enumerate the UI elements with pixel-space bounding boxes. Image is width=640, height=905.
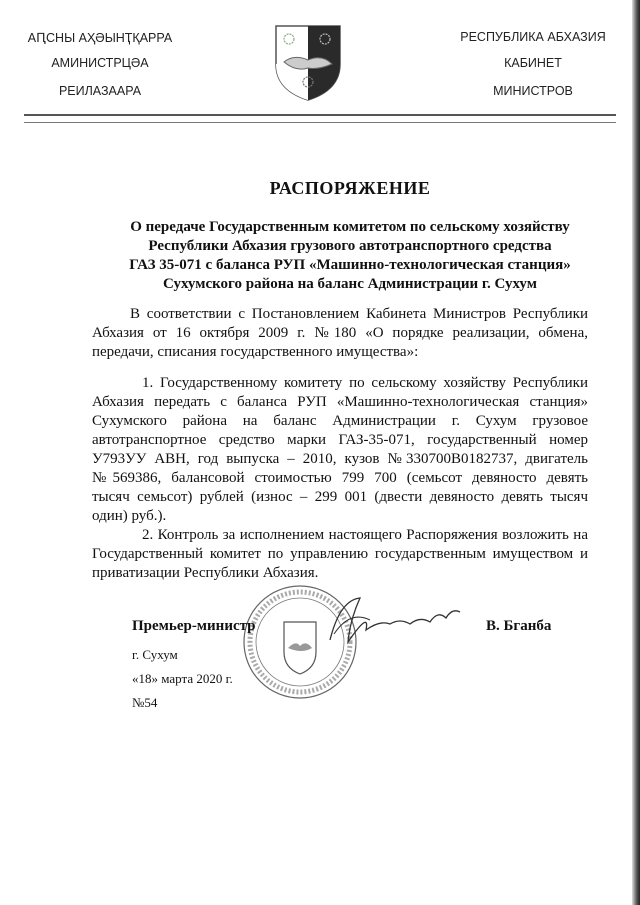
- item1-line: автотранспортное средство марки ГАЗ-35-071, государственный номер: [92, 432, 588, 448]
- item1-line: №569386, балансовой стоимостью 799 700 (семьсот девяносто девять: [92, 470, 588, 486]
- signatory-name: В. Бганба: [486, 618, 552, 634]
- issue-city: г. Сухум: [132, 647, 178, 662]
- issue-date: «18» марта 2020 г.: [132, 671, 233, 686]
- item1-line: У793УУ АВН, год выпуска – 2010, кузов №330700В0182737, двигатель: [92, 451, 588, 467]
- header-right-line-2: КАБИНЕТ: [504, 56, 562, 70]
- scan-edge: [632, 0, 640, 905]
- preamble-line: В соответствии с Постановлением Кабинета Министров Республики: [130, 306, 588, 322]
- subtitle-line: Республики Абхазия грузового автотранспортного средства: [148, 238, 552, 254]
- subtitle-line: Сухумского района на баланс Администрации г. Сухум: [163, 276, 537, 292]
- header-right-line-3: МИНИСТРОВ: [493, 84, 573, 98]
- document-number: №54: [132, 695, 158, 710]
- item1-line: один) руб.).: [92, 508, 167, 524]
- header-left-line-1: АԤСНЫ АҲӘЫНҬҚАРРА: [27, 31, 173, 45]
- coat-of-arms-icon: [274, 24, 342, 102]
- preamble-line: передачи, списания государственного имущества»:: [92, 344, 419, 360]
- item1-line: 1. Государственному комитету по сельскому хозяйству Республики: [142, 375, 588, 391]
- preamble-line: Абхазия от 16 октября 2009 г. №180 «О порядке реализации, обмена,: [92, 325, 588, 341]
- subtitle-line: О передаче Государственным комитетом по сельскому хозяйству: [130, 219, 570, 235]
- subtitle-line: ГАЗ 35-071 с баланса РУП «Машинно-технологическая станция»: [129, 257, 571, 273]
- signatory-position: Премьер-министр: [132, 618, 256, 634]
- header-divider: [24, 114, 616, 123]
- header-right-line-1: РЕСПУБЛИКА АБХАЗИЯ: [460, 30, 606, 44]
- header-left-line-2: АМИНИСТРЦӘА: [51, 56, 149, 70]
- item2-line: 2. Контроль за исполнением настоящего Распоряжения возложить на: [142, 527, 588, 543]
- item1-line: тысяч семьсот) рублей (износ – 299 001 (двести девяносто девять тысяч: [92, 489, 588, 505]
- item1-line: Абхазия передать с баланса РУП «Машинно-технологическая станция»: [92, 394, 588, 410]
- document-title: РАСПОРЯЖЕНИЕ: [269, 178, 431, 198]
- item2-line: Государственный комитет по управлению государственным имуществом и: [92, 546, 588, 562]
- item2-line: приватизации Республики Абхазия.: [92, 565, 319, 581]
- header-left-line-3: РЕИЛАЗААРА: [58, 84, 142, 98]
- item1-line: Сухумского района на баланс Администрации г. Сухум грузовое: [92, 413, 588, 429]
